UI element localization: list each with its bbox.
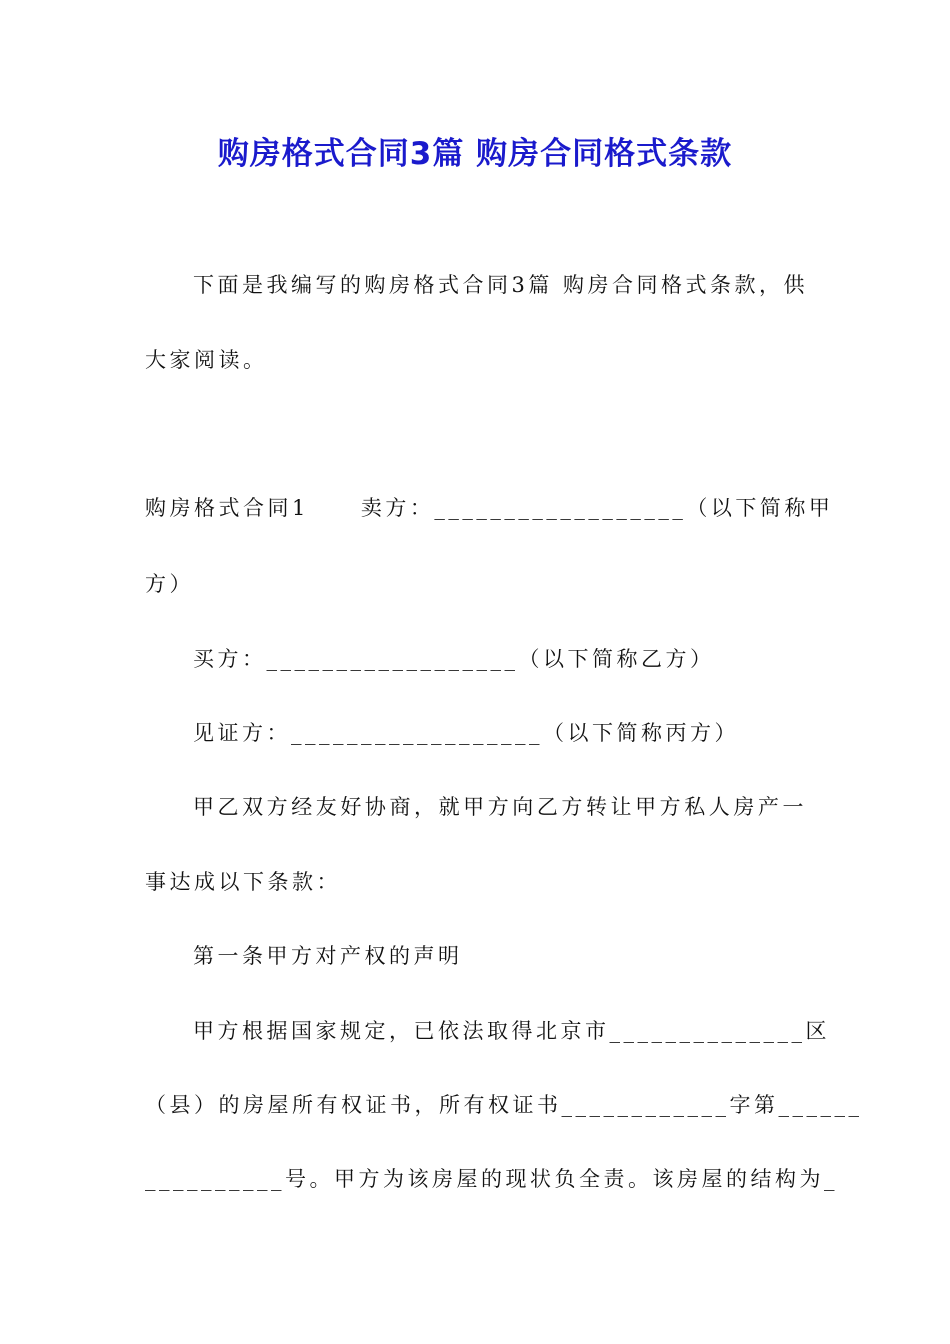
- document-title: 购房格式合同3篇 购房合同格式条款: [217, 136, 733, 172]
- seller-line: 卖方：__________________（以下简称甲: [360, 496, 834, 520]
- witness-line: 见证方：__________________（以下简称丙方）: [193, 721, 739, 745]
- intro-line-2: 大家阅读。: [145, 348, 268, 372]
- buyer-line: 买方：__________________（以下简称乙方）: [193, 647, 715, 671]
- article-1-line-2: （县）的房屋所有权证书，所有权证书____________字第______: [145, 1093, 863, 1117]
- intro-line-1: 下面是我编写的购房格式合同3篇 购房合同格式条款，供: [193, 273, 809, 297]
- article-1-line-1: 甲方根据国家规定，已依法取得北京市______________区: [193, 1019, 830, 1043]
- contract-heading-line: [145, 493, 834, 523]
- agreement-line-1: 甲乙双方经友好协商，就甲方向乙方转让甲方私人房产一: [193, 795, 807, 819]
- seller-line-cont: 方）: [145, 572, 194, 596]
- contract-heading: 购房格式合同1: [145, 496, 309, 520]
- article-1-line-3: __________号。甲方为该房屋的现状负全责。该房屋的结构为_: [145, 1167, 838, 1191]
- agreement-line-2: 事达成以下条款：: [145, 870, 341, 894]
- article-1-heading: 第一条甲方对产权的声明: [193, 944, 463, 968]
